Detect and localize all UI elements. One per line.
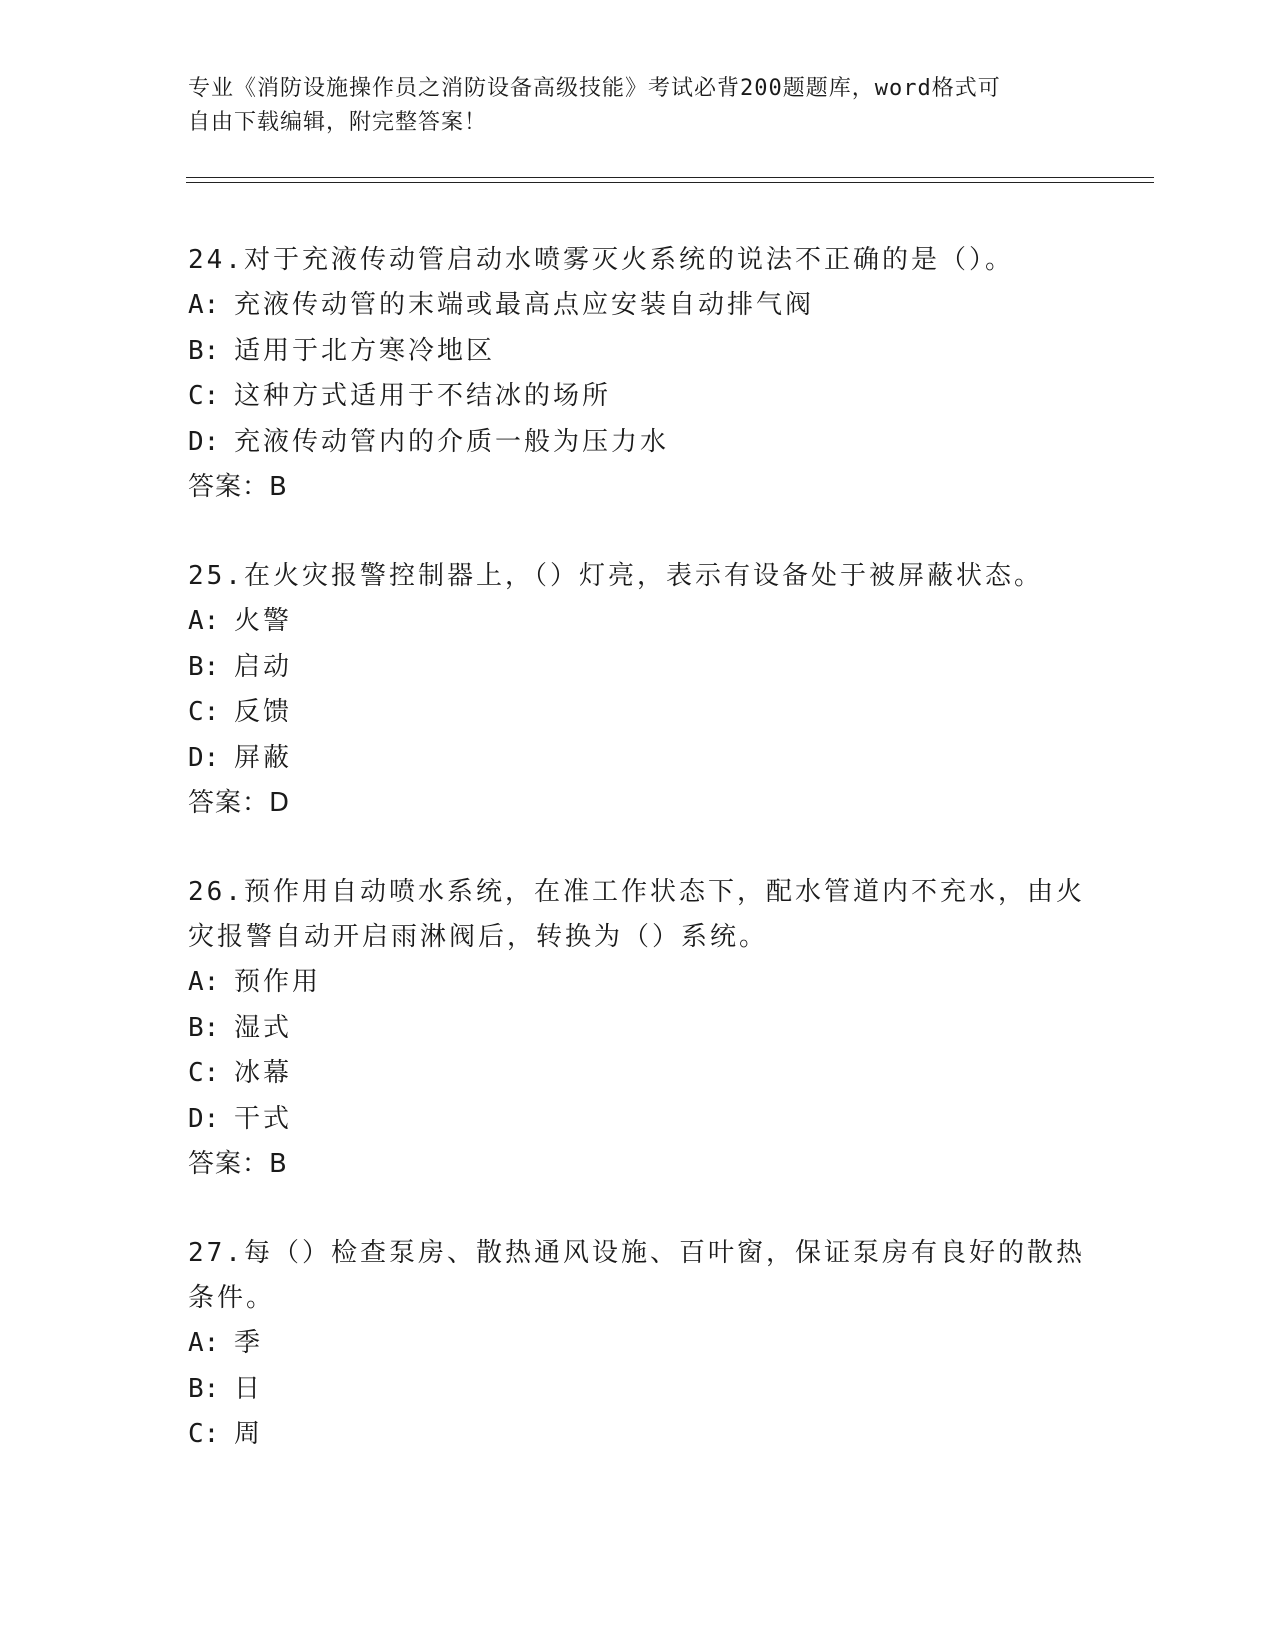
- header-divider-bottom: [186, 182, 1154, 183]
- option-text: 充液传动管内的介质一般为压力水: [234, 426, 670, 457]
- option-text: 干式: [234, 1103, 293, 1134]
- question-text: 24.对于充液传动管启动水喷雾灭火系统的说法不正确的是（）。: [188, 245, 1014, 275]
- option-letter: C:: [188, 1058, 220, 1088]
- option-text: 反馈: [234, 697, 293, 727]
- option-letter: B:: [188, 335, 220, 366]
- option-letter: D:: [188, 742, 220, 773]
- option-letter: B:: [188, 1373, 220, 1404]
- option-d: [188, 736, 1088, 782]
- option-text: 启动: [234, 651, 293, 682]
- option-letter: A:: [188, 967, 220, 997]
- option-d: [188, 1097, 1088, 1143]
- option-letter: C:: [188, 381, 220, 411]
- option-a: [188, 283, 1088, 329]
- question-text: 26.预作用自动喷水系统，在准工作状态下，配水管道内不充水，由火灾报警自动开启雨淋阀后，转换为（）系统。: [188, 877, 1085, 952]
- header-line-1: 专业《消防设施操作员之消防设备高级技能》考试必背200题题库，word格式可: [188, 76, 1001, 101]
- question-27: [188, 1231, 1088, 1458]
- option-c: [188, 1051, 1088, 1097]
- option-text: 周: [234, 1419, 264, 1449]
- question-text: 27.每（）检查泵房、散热通风设施、百叶窗，保证泵房有良好的散热条件。: [188, 1238, 1085, 1313]
- option-c: [188, 690, 1088, 736]
- option-b: [188, 329, 1088, 375]
- option-letter: D:: [188, 426, 220, 457]
- answer-line: 答案：D: [188, 788, 291, 818]
- header-line-2: 自由下载编辑，附完整答案！: [188, 110, 488, 135]
- question-text: 25.在火灾报警控制器上，（）灯亮，表示有设备处于被屏蔽状态。: [188, 561, 1043, 591]
- answer-line: 答案：B: [188, 472, 288, 502]
- option-text: 充液传动管的末端或最高点应安装自动排气阀: [234, 290, 815, 320]
- option-d: [188, 420, 1088, 466]
- option-a: [188, 1321, 1088, 1367]
- option-text: 湿式: [234, 1012, 293, 1043]
- option-c: [188, 1412, 1088, 1458]
- answer-line: 答案：B: [188, 1149, 288, 1179]
- option-text: 适用于北方寒冷地区: [234, 335, 496, 366]
- question-26: [188, 870, 1088, 1187]
- option-text: 日: [234, 1373, 264, 1404]
- option-text: 这种方式适用于不结冰的场所: [234, 381, 612, 411]
- header-divider-top: [186, 177, 1154, 178]
- option-a: [188, 599, 1088, 645]
- option-letter: C:: [188, 1419, 220, 1449]
- option-letter: D:: [188, 1103, 220, 1134]
- option-letter: A:: [188, 1328, 220, 1358]
- question-24: [188, 238, 1088, 510]
- option-b: [188, 1367, 1088, 1413]
- option-c: [188, 374, 1088, 420]
- option-b: [188, 1006, 1088, 1052]
- document-header: [188, 72, 1088, 140]
- option-text: 冰幕: [234, 1058, 293, 1088]
- question-list: [188, 238, 1088, 1502]
- option-text: 屏蔽: [234, 742, 293, 773]
- option-letter: B:: [188, 651, 220, 682]
- option-letter: C:: [188, 697, 220, 727]
- option-text: 季: [234, 1328, 264, 1358]
- option-text: 预作用: [234, 967, 322, 997]
- option-letter: A:: [188, 606, 220, 636]
- question-25: [188, 554, 1088, 826]
- option-letter: A:: [188, 290, 220, 320]
- option-letter: B:: [188, 1012, 220, 1043]
- option-b: [188, 645, 1088, 691]
- option-a: [188, 960, 1088, 1006]
- option-text: 火警: [234, 606, 293, 636]
